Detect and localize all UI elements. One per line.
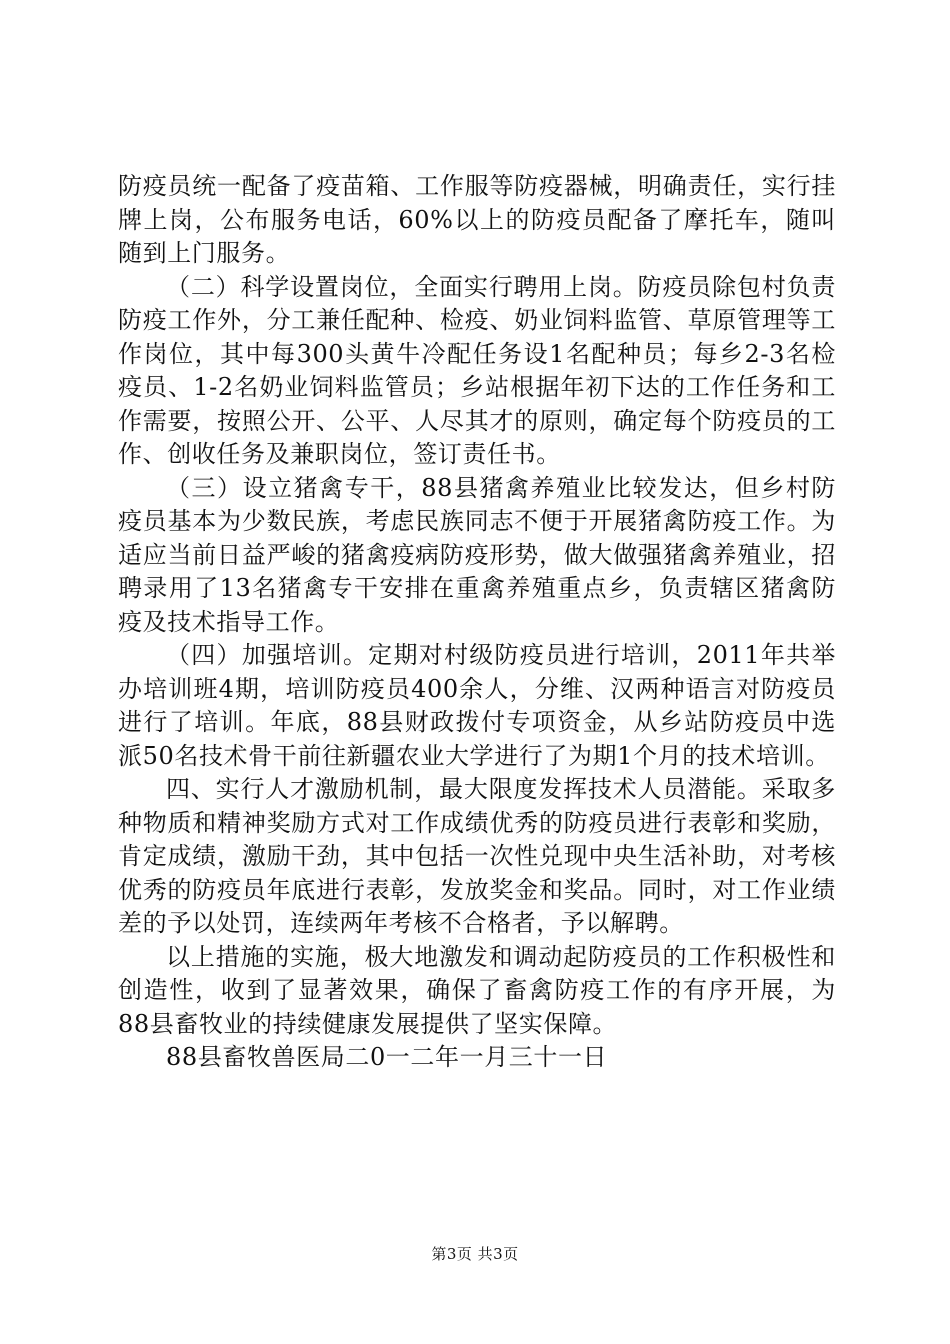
page-number: 第3页 共3页 [431,1245,519,1263]
paragraph-incentive: 四、实行人才激励机制，最大限度发挥技术人员潜能。采取多种物质和精神奖励方式对工作成绩优秀的防疫员进行表彰和奖励，肯定成绩，激励干劲，其中包括一次性兑现中央生活补助，对考核优秀的防疫员年底进行表彰，发放奖金和奖品。同时，对工作业绩差的予以处罚，连续两年考核不合格者，予以解聘。 [118,775,836,937]
paragraph-section-2: （二）科学设置岗位，全面实行聘用上岗。防疫员除包村负责防疫工作外，分工兼任配种、检疫、奶业饲料监管、草原管理等工作岗位，其中每300头黄牛冷配任务设1名配种员；每乡2-3名检疫员、1-2名奶业饲料监管员；乡站根据年初下达的工作任务和工作需要，按照公开、公平、人尽其才的原则，确定每个防疫员的工作、创收任务及兼职岗位，签订责任书。 [118,272,836,468]
signature-line: 88县畜牧兽医局二0一二年一月三十一日 [166,1043,608,1071]
paragraph-section-3: （三）设立猪禽专干，88县猪禽养殖业比较发达，但乡村防疫员基本为少数民族，考虑民族同志不便于开展猪禽防疫工作。为适应当前日益严峻的猪禽疫病防疫形势，做大做强猪禽养殖业，招聘录用了13名猪禽专干安排在重禽养殖重点乡，负责辖区猪禽防疫及技术指导工作。 [118,473,836,636]
page-footer [0,1244,950,1264]
paragraph-section-4: （四）加强培训。定期对村级防疫员进行培训，2011年共举办培训班4期，培训防疫员400余人，分维、汉两种语言对防疫员进行了培训。年底，88县财政拨付专项资金，从乡站防疫员中选派50名技术骨干前往新疆农业大学进行了为期1个月的技术培训。 [118,641,836,770]
document-body [118,170,836,1075]
paragraph-conclusion: 以上措施的实施，极大地激发和调动起防疫员的工作积极性和创造性，收到了显著效果，确保了畜禽防疫工作的有序开展，为88县畜牧业的持续健康发展提供了坚实保障。 [118,942,836,1038]
paragraph-continued: 防疫员统一配备了疫苗箱、工作服等防疫器械，明确责任，实行挂牌上岗，公布服务电话，60%以上的防疫员配备了摩托车，随叫随到上门服务。 [118,172,836,267]
